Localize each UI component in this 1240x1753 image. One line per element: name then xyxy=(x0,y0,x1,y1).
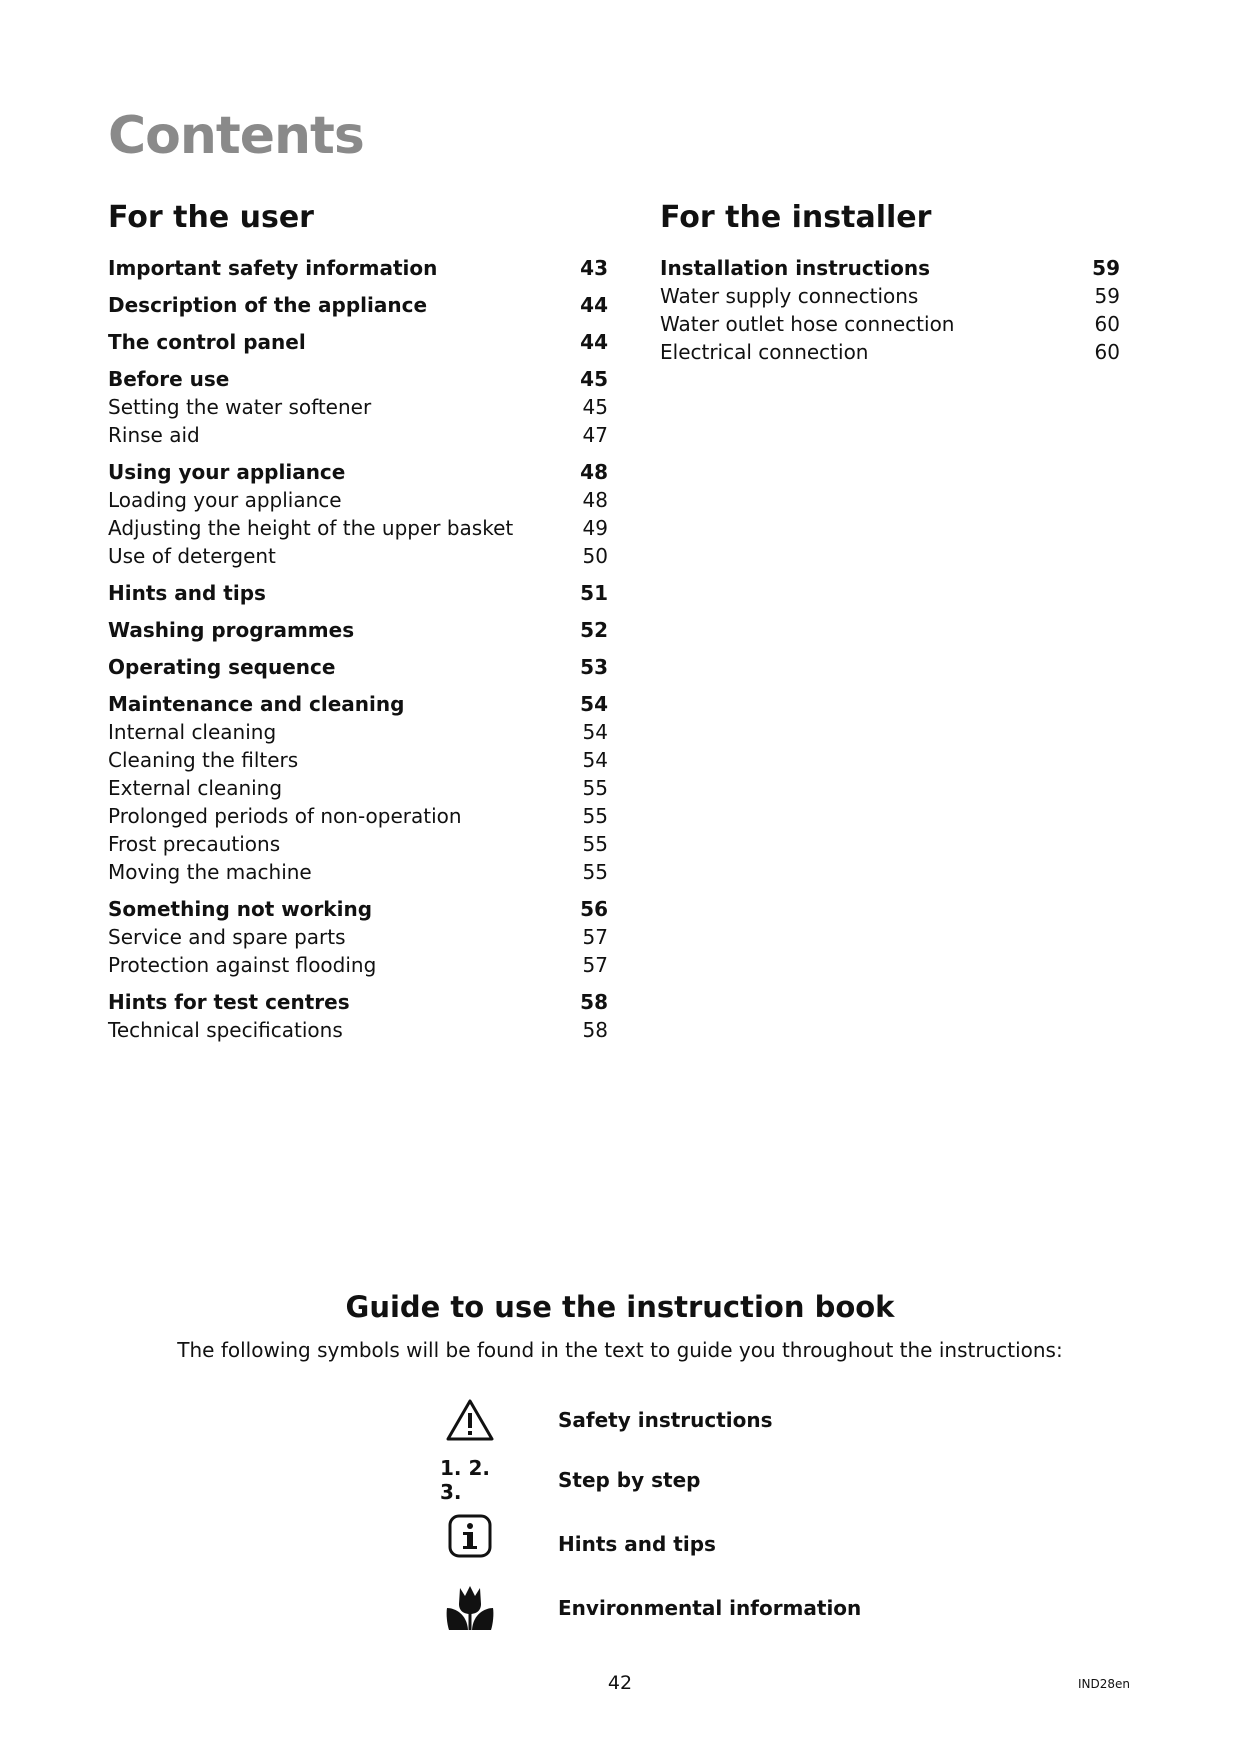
toc-entry-label: Moving the machine xyxy=(108,860,312,884)
toc-entry-label: Hints and tips xyxy=(108,581,266,605)
toc-entry-page: 45 xyxy=(582,395,608,419)
toc-entry-page: 59 xyxy=(1094,284,1120,308)
toc-entry-label: Using your appliance xyxy=(108,460,346,484)
toc-entry-page: 53 xyxy=(580,655,608,679)
toc-entry-page: 54 xyxy=(582,748,608,772)
symbol-label-environment: Environmental information xyxy=(558,1596,862,1620)
toc-entry-label: Important safety information xyxy=(108,256,438,280)
symbol-label-hints: Hints and tips xyxy=(558,1532,716,1556)
toc-entry-label: Internal cleaning xyxy=(108,720,277,744)
toc-entry-label: Water supply connections xyxy=(660,284,919,308)
toc-entry-label: Water outlet hose connection xyxy=(660,312,955,336)
toc-entry-page: 56 xyxy=(580,897,608,921)
toc-entry-page: 58 xyxy=(582,1018,608,1042)
symbol-label-steps: Step by step xyxy=(558,1468,701,1492)
toc-entry-page: 47 xyxy=(582,423,608,447)
toc-entry-label: Prolonged periods of non-operation xyxy=(108,804,462,828)
toc-entry-page: 58 xyxy=(580,990,608,1014)
toc-entry-label: Protection against flooding xyxy=(108,953,377,977)
toc-entry-label: Hints for test centres xyxy=(108,990,350,1014)
footer-doc-code: IND28en xyxy=(1078,1677,1131,1691)
page-title: Contents xyxy=(108,106,364,166)
toc-entry-label: Technical specifications xyxy=(108,1018,343,1042)
toc-entry-label: Loading your appliance xyxy=(108,488,342,512)
toc-entry-page: 60 xyxy=(1094,340,1120,364)
symbol-row-hints xyxy=(440,1508,900,1564)
symbol-row-safety xyxy=(440,1392,900,1448)
toc-entry-label: Description of the appliance xyxy=(108,293,428,317)
toc-entry-page: 54 xyxy=(580,692,608,716)
toc-entry-label: Electrical connection xyxy=(660,340,869,364)
toc-entry-page: 55 xyxy=(582,832,608,856)
toc-entry-label: Service and spare parts xyxy=(108,925,346,949)
symbol-row-environment xyxy=(440,1580,900,1636)
toc-entry-label: The control panel xyxy=(108,330,306,354)
toc-entry-page: 55 xyxy=(582,804,608,828)
flower-icon xyxy=(440,1580,500,1636)
footer-page-number: 42 xyxy=(607,1672,633,1694)
toc-entry-page: 48 xyxy=(582,488,608,512)
info-icon xyxy=(440,1508,500,1564)
toc-entry-page: 52 xyxy=(580,618,608,642)
toc-entry-page: 57 xyxy=(582,925,608,949)
toc-entry-page: 48 xyxy=(580,460,608,484)
user-heading: For the user xyxy=(108,200,314,235)
toc-entry-label: Frost precautions xyxy=(108,832,281,856)
toc-entry-label: Adjusting the height of the upper basket xyxy=(108,516,514,540)
toc-entry-page: 51 xyxy=(580,581,608,605)
step-numbers-marker: 1. 2. 3. xyxy=(440,1456,490,1504)
toc-entry-label: Operating sequence xyxy=(108,655,336,679)
toc-entry-page: 45 xyxy=(580,367,608,391)
guide-title: Guide to use the instruction book xyxy=(345,1290,895,1324)
toc-entry-page: 60 xyxy=(1094,312,1120,336)
toc-entry-page: 55 xyxy=(582,860,608,884)
installer-heading: For the installer xyxy=(660,200,932,235)
toc-entry-page: 50 xyxy=(582,544,608,568)
toc-entry-label: Before use xyxy=(108,367,230,391)
toc-entry-label: Installation instructions xyxy=(660,256,931,280)
toc-entry-page: 59 xyxy=(1092,256,1120,280)
toc-entry-label: Rinse aid xyxy=(108,423,200,447)
toc-entry-page: 54 xyxy=(582,720,608,744)
symbol-label-safety: Safety instructions xyxy=(558,1408,773,1432)
toc-entry-label: Something not working xyxy=(108,897,373,921)
toc-entry-label: Setting the water softener xyxy=(108,395,372,419)
guide-intro: The following symbols will be found in the text to guide you throughout the instructions: xyxy=(177,1338,1063,1362)
toc-entry-label: Washing programmes xyxy=(108,618,355,642)
warning-triangle-icon xyxy=(440,1392,500,1448)
toc-entry-label: Cleaning the filters xyxy=(108,748,299,772)
toc-entry-label: External cleaning xyxy=(108,776,283,800)
toc-entry-page: 49 xyxy=(582,516,608,540)
toc-entry-page: 55 xyxy=(582,776,608,800)
toc-entry-page: 43 xyxy=(580,256,608,280)
toc-entry-page: 44 xyxy=(580,330,608,354)
step-numbers xyxy=(440,1452,500,1508)
toc-entry-page: 44 xyxy=(580,293,608,317)
toc-entry-page: 57 xyxy=(582,953,608,977)
toc-entry-label: Use of detergent xyxy=(108,544,276,568)
toc-entry-label: Maintenance and cleaning xyxy=(108,692,405,716)
symbol-row-steps xyxy=(440,1452,900,1508)
